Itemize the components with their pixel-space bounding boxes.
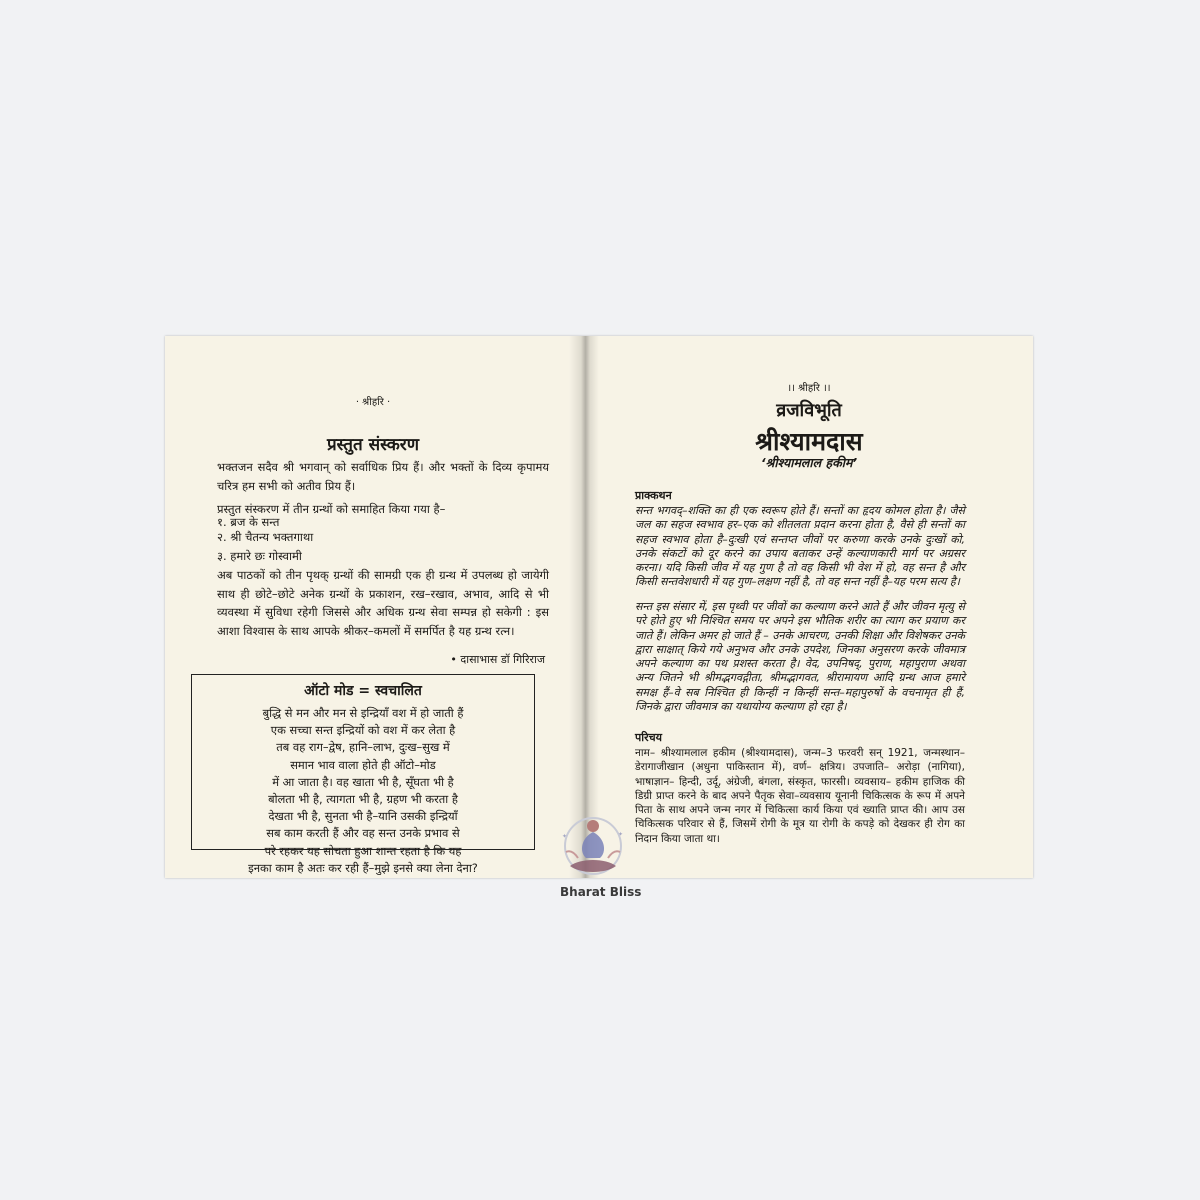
watermark-label: Bharat Bliss [560, 885, 642, 899]
box-line: परे रहकर यह सोचता हुआ शान्त रहता है कि यह [264, 843, 462, 858]
right-page [585, 336, 1033, 878]
intro-paragraph: नाम– श्रीश्यामलाल हकीम (श्रीश्यामदास), जन्म–3 फरवरी सन् 1921, जन्मस्थान– डेरागाजीखान (अधुना पाकिस्तान में), वर्ण– क्षत्रिय। उपजाति– अरोड़ा (नागिया), भाषाज्ञान– हिन्दी, उर्दू, अंग्रेजी, बंगला, संस्कृत, फारसी। व्यवसाय– हकीम हाजिक की डिग्री प्राप्त करने के बाद अपने पैतृक सेवा–व्यवसाय यूनानी चिकित्सक के रूप में अपने पिता के साथ अपने जन्म नगर में चिकित्सा कार्य किया एवं ख्याति प्राप्त की। आप उस चिकित्सक परिवार से हैं, जिसमें रोगी के मूत्र या रोगी के कपड़े को देखकर ही रोग का निदान किया जाता था। [635, 747, 965, 845]
page-main-title: श्रीश्यामदास [755, 427, 863, 456]
quote-box [191, 674, 535, 875]
svg-text:✦: ✦ [618, 831, 624, 838]
box-line: सब काम करती हैं और वह सन्त उनके प्रभाव से [266, 826, 460, 841]
body-paragraph: अब पाठकों को तीन पृथक् ग्रन्थों की सामग्री एक ही ग्रन्थ में उपलब्ध हो जायेगी साथ ही छोटे–छोटे अनेक ग्रन्थों के प्रकाशन, रख–रखाव, अभाव, आदि से भी व्यवस्था में सुविधा रहेगी जिससे और अधिक ग्रन्थ सेवा सम्पन्न हो सकेगी : इस आशा विश्वास के साथ आपके श्रीकर–कमलों में समर्पित है यह ग्रन्थ रत्न। [217, 568, 549, 638]
preface-paragraph: सन्त इस संसार में, इस पृथ्वी पर जीवों का कल्याण करने आते हैं और जीवन मृत्यु से परे होते हुए भी निश्चित समय पर अपने इस भौतिक शरीर का त्याग कर प्रयाण कर जाते हैं। लेकिन अमर हो जाते हैं – उनके आचरण, उनकी शिक्षा और विशेषकर उनके द्वारा साक्षात् किये गये अनुभव और उनके उपदेश, जिनका अनुसरण करके जीवमात्र अपने कल्याण का पथ प्रशस्त करता है। वेद, उपनिषद्, पुराण, महापुराण अथवा अन्य जितने भी श्रीमद्भगवद्गीता, श्रीमद्भागवत, श्रीरामायण आदि ग्रन्थ आज हमारे समक्ष हैं–वे सब निश्चित ही किन्हीं न किन्हीं सन्त–महापुरुषों के वचनामृत ही हैं, जिनके द्वारा जीवमात्र का यथायोग्य कल्याण हो रहा है। [635, 600, 965, 714]
box-line: बुद्धि से मन और मन से इन्द्रियाँ वश में हो जाती हैं [262, 706, 464, 720]
page-header: ।। श्रीहरि ।। [787, 383, 831, 394]
page-subtitle: ‘श्रीश्यामलाल हकीम’ [760, 455, 858, 470]
list-item: ३. हमारे छः गोस्वामी [217, 549, 302, 563]
box-line: देखता भी है, सुनता भी है–यानि उसकी इन्द्रियाँ [268, 809, 458, 824]
box-title: ऑटो मोड = स्वचालित [304, 683, 422, 699]
page-header: · श्रीहरि · [355, 397, 391, 408]
svg-text:✦: ✦ [562, 833, 568, 840]
box-line: तब वह राग–द्वेष, हानि–लाभ, दुःख–सुख में [276, 740, 450, 755]
box-line: एक सच्चा सन्त इन्द्रियों को वश में कर लेता है [270, 723, 456, 738]
lead-paragraph: प्रस्तुत संस्करण में तीन ग्रन्थों को समाहित किया गया है– [217, 502, 446, 516]
book-spread [165, 336, 1033, 878]
left-page [165, 336, 581, 878]
meditation-logo-icon [548, 808, 638, 894]
box-line: समान भाव वाला होते ही ऑटो–मोड [290, 757, 436, 772]
section-heading: प्राक्कथन [635, 489, 672, 502]
page-title: प्रस्तुत संस्करण [327, 435, 419, 455]
box-text [198, 705, 528, 877]
box-line: बोलता भी है, त्यागता भी है, ग्रहण भी करता है [268, 792, 458, 807]
signature: • दासाभास डॉ गिरिराज [450, 653, 545, 666]
list-item: २. श्री चैतन्य भक्तगाथा [217, 530, 314, 544]
box-line: इनका काम है अतः कर रही हैं–मुझे इनसे क्या लेना देना? [248, 860, 478, 875]
preface-paragraph: सन्त भगवद्–शक्ति का ही एक स्वरूप होते हैं। सन्तों का हृदय कोमल होता है। जैसे जल का सहज स्वभाव हर–एक को शीतलता प्रदान करना होता है, वैसे ही सन्तों का सहज स्वभाव होता है–दुःखी एवं सन्तप्त जीवों पर करुणा करके उनके दुःखों को, उनके संकटों को दूर करने का उपाय बताकर उन्हें कल्याणकारी मार्ग पर अग्रसर करना। यदि किसी जीव में यह गुण है तो वह किसी भी वेश में हो, वह सन्त है और किसी सन्तवेशधारी में यह गुण–लक्षण नहीं है, तो वह सन्त नहीं है–यह परम सत्य है। [635, 504, 965, 589]
intro-paragraph: भक्तजन सदैव श्री भगवान् को सर्वाधिक प्रिय हैं। और भक्तों के दिव्य कृपामय चरित्र हम सभी को अतीव प्रिय हैं। [217, 460, 549, 493]
page-title: व्रजविभूति [776, 400, 842, 421]
section-heading: परिचय [635, 731, 662, 744]
list-item: १. ब्रज के सन्त [217, 515, 280, 529]
box-line: में आ जाता है। वह खाता भी है, सूँघता भी है [272, 774, 454, 789]
